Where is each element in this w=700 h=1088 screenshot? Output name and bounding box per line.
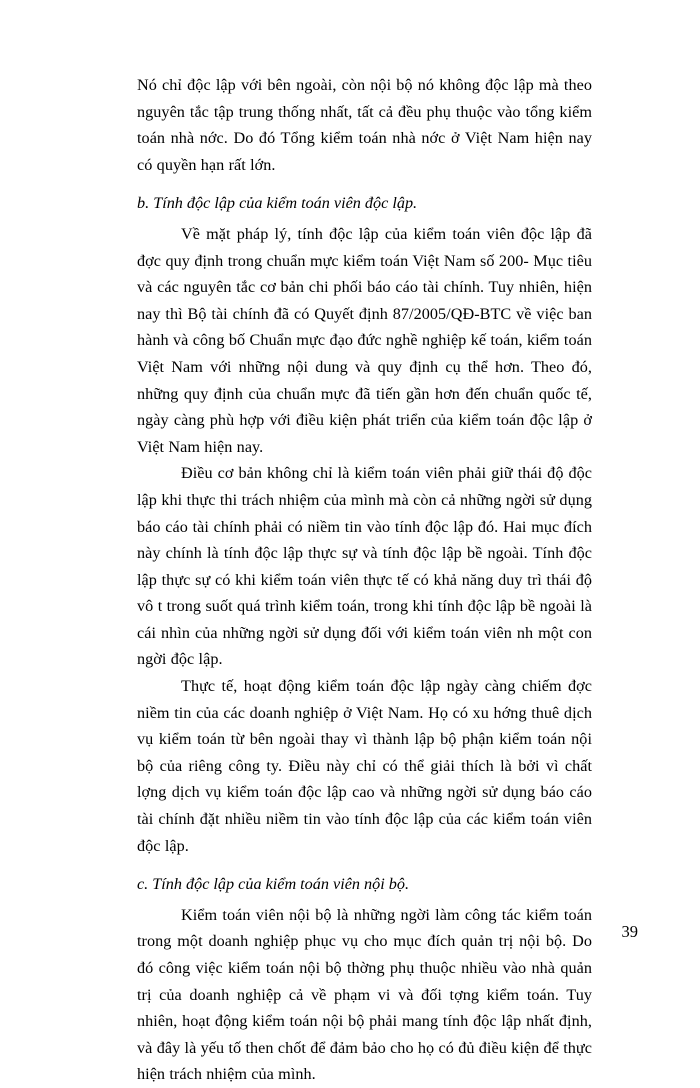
section-heading-b: b. Tính độc lập của kiểm toán viên độc lập. [137,194,418,213]
paragraph: Về mặt pháp lý, tính độc lập của kiểm toán viên độc lập đã đợc quy định trong chuẩn mực kiểm toán Việt Nam số 200- Mục tiêu và các nguyên tắc cơ bản chi phối báo cáo tài chính. Tuy nhiên, hiện nay thì Bộ tài chính đã có Quyết định 87/2005/QĐ-BTC về việc ban hành và công bố Chuẩn mực đạo đức nghề nghiệp kế toán, kiểm toán Việt Nam với những nội dung và quy định cụ thể hơn. Theo đó, những quy định của chuẩn mực đã tiến gần hơn đến chuẩn quốc tế, ngày càng phù hợp với điều kiện phát triển của kiểm toán độc lập ở Việt Nam hiện nay. [137,224,592,456]
spacer [137,859,592,863]
page-number: 39 [621,922,638,941]
paragraph: Nó chỉ độc lập với bên ngoài, còn nội bộ nó không độc lập mà theo nguyên tắc tập trung thống nhất, tất cả đều phụ thuộc vào tổng kiểm toán nhà nớc. Do đó Tổng kiểm toán nhà nớc ở Việt Nam hiện nay có quyền hạn rất lớn. [137,76,592,174]
page-body [137,72,592,1088]
paragraph: Điều cơ bản không chỉ là kiểm toán viên phải giữ thái độ độc lập khi thực thi trách nhiệm của mình mà còn cả những ngời sử dụng báo cáo tài chính phải có niềm tin vào tính độc lập đó. Hai mục đích này chính là tính độc lập thực sự và tính độc lập bề ngoài. Tính độc lập thực sự có khi kiểm toán viên thực tế có khả năng duy trì thái độ vô t trong suốt quá trình kiểm toán, trong khi tính độc lập bề ngoài là cái nhìn của những ngời sử dụng đối với kiểm toán viên nh một con ngời độc lập. [137,464,592,669]
spacer [137,178,592,182]
paragraph: Kiểm toán viên nội bộ là những ngời làm công tác kiểm toán trong một doanh nghiệp phục vụ cho mục đích quản trị nội bộ. Do đó công việc kiểm toán nội bộ thờng phụ thuộc nhiều vào nhà quản trị của doanh nghiệp cả về phạm vi và đối tợng kiểm toán. Tuy nhiên, hoạt động kiểm toán nội bộ phải mang tính độc lập nhất định, và đây là yếu tố then chốt để đảm bảo cho họ có đủ điều kiện để thực hiện trách nhiệm của mình. [137,905,592,1084]
paragraph: Thực tế, hoạt động kiểm toán độc lập ngày càng chiếm đợc niềm tin của các doanh nghiệp ở Việt Nam. Họ có xu hớng thuê dịch vụ kiểm toán từ bên ngoài thay vì thành lập bộ phận kiểm toán nội bộ của riêng công ty. Điều này chỉ có thể giải thích là bởi vì chất lợng dịch vụ kiểm toán độc lập cao và những ngời sử dụng báo cáo tài chính đặt nhiều niềm tin vào tính độc lập của các kiểm toán viên độc lập. [137,677,592,855]
section-heading-c: c. Tính độc lập của kiểm toán viên nội bộ. [137,875,409,894]
